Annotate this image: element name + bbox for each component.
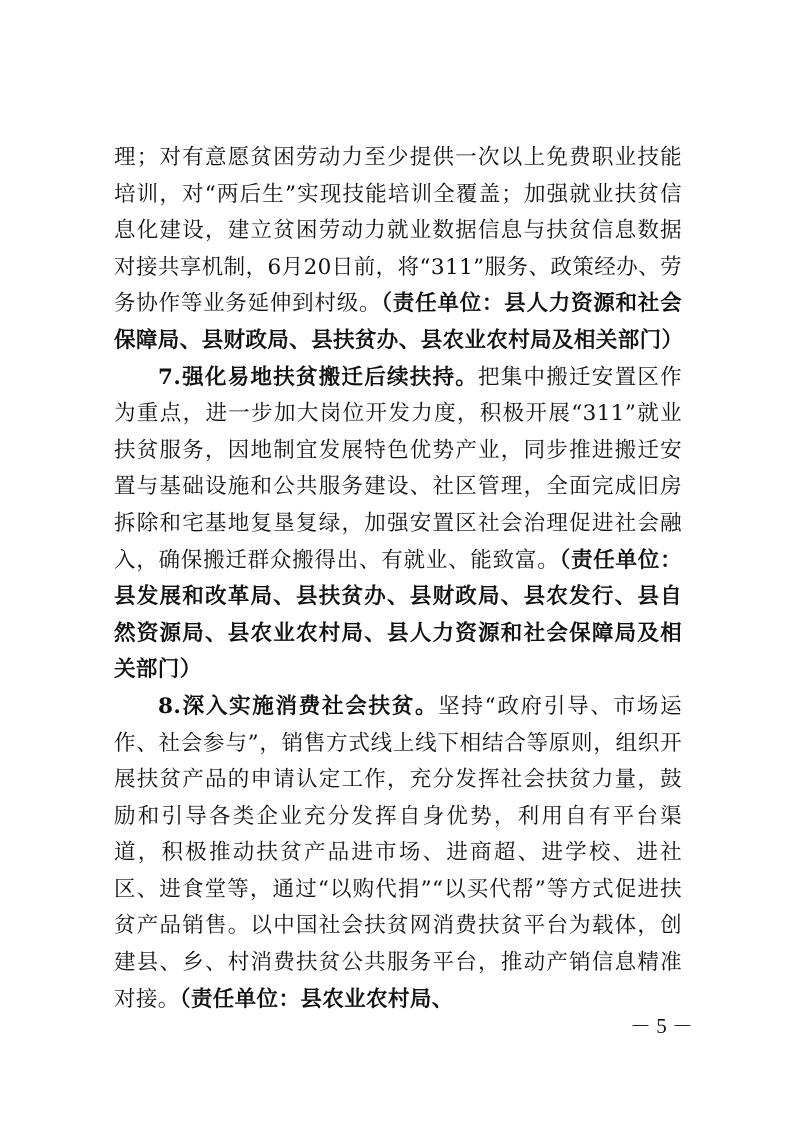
responsibility-units: （责任单位：县发展和改革局、县扶贫办、县财政局、县农发行、县自然资源局、县农业农村局、县人力资源和社会保障局及相关部门）	[114, 547, 682, 683]
document-body	[114, 140, 682, 1018]
paragraph-continued	[114, 140, 682, 360]
paragraph-body: 理；对有意愿贫困劳动力至少提供一次以上免费职业技能培训，对“两后生”实现技能培训全覆盖；加强就业扶贫信息化建设，建立贫困劳动力就业数据信息与扶贫信息数据对接共享机制，6月20日前，将“311”服务、政策经办、劳务协作等业务延伸到村级。	[114, 145, 682, 317]
paragraph-item-8	[114, 689, 682, 1018]
responsibility-units: （责任单位：县人力资源和社会保障局、县财政局、县扶贫办、县农业农村局及相关部门）	[114, 291, 684, 353]
item-heading: 8.深入实施消费社会扶贫。	[158, 693, 439, 719]
paragraph-body: 把集中搬迁安置区作为重点，进一步加大岗位开发力度，积极开展“311”就业扶贫服务，因地制宜发展特色优势产业，同步推进搬迁安置与基础设施和公共服务建设、社区管理，全面完成旧房拆除和宅基地复垦复绿，加强安置区社会治理促进社会融入，确保搬迁群众搬得出、有就业、能致富。	[114, 364, 682, 573]
page-number: － 5 －	[630, 1014, 693, 1038]
item-heading: 7.强化易地扶贫搬迁后续扶持。	[158, 364, 478, 390]
paragraph-body: 坚持“政府引导、市场运作、社会参与”，销售方式线上线下相结合等原则，组织开展扶贫产品的申请认定工作，充分发挥社会扶贫力量，鼓励和引导各类企业充分发挥自身优势，利用自有平台渠道，积极推动扶贫产品进市场、进商超、进学校、进社区、进食堂等，通过“以购代捐”“以买代帮”等方式促进扶贫产品销售。以中国社会扶贫网消费扶贫平台为载体，创建县、乡、村消费扶贫公共服务平台，推动产销信息精准对接。	[114, 693, 682, 1012]
responsibility-units: （责任单位：县农业农村局、	[179, 986, 454, 1012]
paragraph-item-7	[114, 360, 682, 689]
